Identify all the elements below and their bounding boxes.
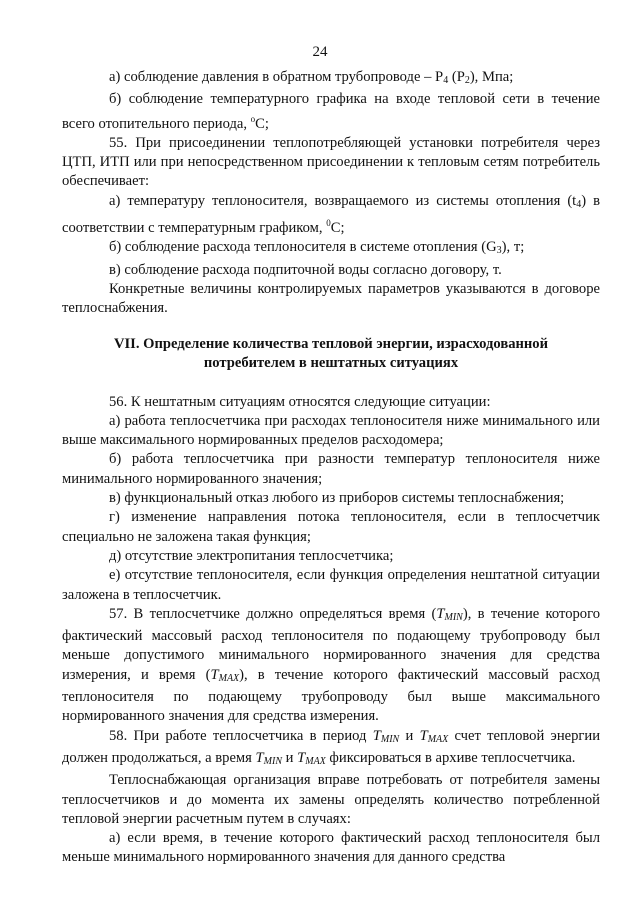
section-heading [62,335,600,373]
paragraph-a-pressure: а) соблюдение давления в обратном трубопроводе – $P_4$ $(P_2)$, Мпа; [109,69,514,86]
paragraph-case-a: а) если время, в течение которого фактический расход теплоносителя был меньше минимального нормированного значения для данного средства [62,830,600,866]
heading-line-1: VII. Определение количества тепловой энергии, израсходованной [113,335,549,352]
paragraph-b-temperature: б) соблюдение температурного графика на входе тепловой сети в течение всего отопительного периода, $^o$C; [62,91,600,132]
paragraph-55-a: а) температуру теплоносителя, возвращаемого из системы отопления $(t_4)$ в соответствии с температурным графиком, $^0$C; [62,192,600,237]
paragraph-58: 58. При работе теплосчетчика в период $T_{MIN}$ и $T_{MAX}$ счет тепловой энергии должен продолжаться, а время $T_{MIN}$ и $T_{MAX}$ фиксироваться в архиве теплосчетчика. [62,727,601,767]
paragraph-supplier-right: Теплоснабжающая организация вправе потребовать от потребителя замены теплосчетчиков и до момента их замены определять количество потребленной тепловой энергии расчетным путем в случаях: [62,772,600,827]
paragraph-56-a: а) работа теплосчетчика при расходах теплоносителя ниже минимального или выше максимального нормированных пределов расходомера; [62,412,600,449]
paragraph-specific-values: Конкретные величины контролируемых параметров указываются в договоре теплоснабжения. [62,280,600,317]
document-body [62,68,600,868]
paragraph-55: 55. При присоединении теплопотребляющей установки потребителя через ЦТП, ИТП или при непосредственном присоединении к тепловым сетям потребитель обеспечивает: [62,134,600,190]
paragraph-56-d: д) отсутствие электропитания теплосчетчика; [109,547,394,564]
paragraph-56: 56. К нештатным ситуациям относятся следующие ситуации: [109,393,491,410]
paragraph-56-b: б) работа теплосчетчика при разности температур теплоносителя ниже минимального нормированного значения; [62,451,600,487]
paragraph-56-v: в) функциональный отказ любого из приборов системы теплоснабжения; [109,490,565,507]
page-number: 24 [312,44,328,60]
paragraph-55-v: в) соблюдение расхода подпиточной воды согласно договору, т. [109,261,502,278]
paragraph-56-g: г) изменение направления потока теплоносителя, если в теплосчетчик специально не заложена такая функция; [62,509,600,545]
heading-line-2: потребителем в нештатных ситуациях [203,354,459,371]
paragraph-57: 57. В теплосчетчике должно определяться время $(T_{MIN})$, в течение которого фактический массовый расход теплоносителя по подающему трубопроводу был меньше допустимого минимального нормированного значения для средства измерения, и время $(T_{MAX})$, в течение которого фактический массовый расход теплоносителя по подающему трубопроводу был выше максимального нормированного значения для средства измерения. [62,605,601,725]
paragraph-55-b: б) соблюдение расхода теплоносителя в системе отопления $(G_3)$, т; [109,239,525,257]
paragraph-56-e: е) отсутствие теплоносителя, если функция определения нештатной ситуации заложена в теплосчетчик. [62,567,600,603]
